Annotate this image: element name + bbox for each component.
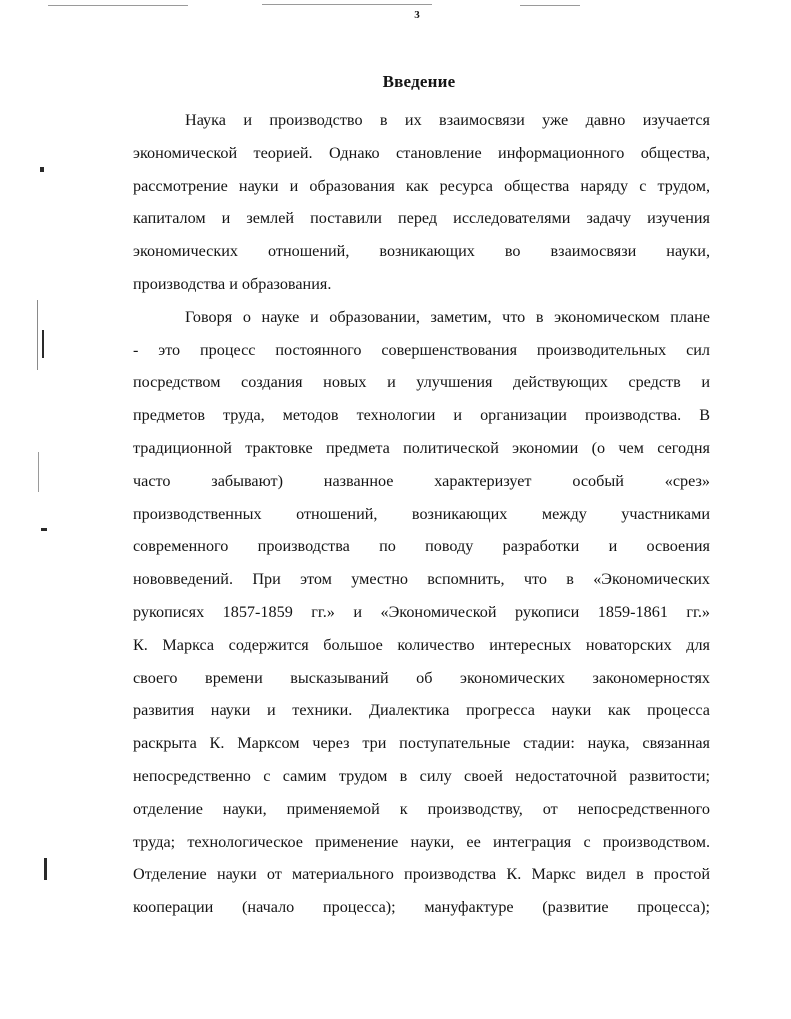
text-line: - это процесс постоянного совершенствования производительных сил — [133, 340, 710, 359]
text-line: предметов труда, методов технологии и организации производства. В — [133, 406, 710, 425]
text-line: отделение науки, применяемой к производству, от непосредственного — [133, 799, 710, 818]
page-number: 3 — [414, 9, 420, 21]
text-line: К. Маркса содержится большое количество интересных новаторских для — [133, 635, 710, 654]
text-line: традиционной трактовке предмета политической экономии (о чем сегодня — [133, 438, 710, 457]
text-line: труда; технологическое применение науки, ее интеграция с производством. — [133, 832, 710, 851]
text-line: производственных отношений, возникающих между участниками — [133, 504, 710, 523]
scan-rule — [520, 5, 580, 6]
scan-artifact — [40, 167, 44, 172]
text-line: раскрыта К. Марксом через три поступательные стадии: наука, связанная — [133, 734, 710, 753]
text-line: рукописях 1857-1859 гг.» и «Экономической рукописи 1859-1861 гг.» — [133, 602, 710, 621]
body-text — [133, 104, 710, 924]
text-line: производства и образования. — [133, 274, 332, 293]
text-line: экономических отношений, возникающих во взаимосвязи науки, — [133, 242, 710, 261]
scan-artifact — [42, 330, 44, 358]
text-line: своего времени высказываний об экономических закономерностях — [133, 668, 710, 687]
text-line: развития науки и техники. Диалектика прогресса науки как процесса — [133, 701, 710, 720]
text-line: капиталом и землей поставили перед исследователями задачу изучения — [133, 209, 710, 228]
scan-artifact — [44, 858, 47, 880]
scan-artifact — [37, 300, 38, 370]
text-line: часто забывают) названное характеризует особый «срез» — [133, 471, 710, 490]
scan-rule — [262, 4, 432, 5]
text-line: Говоря о науке и образовании, заметим, что в экономическом плане — [185, 307, 710, 326]
scan-rule — [48, 5, 188, 6]
text-line: нововведений. При этом уместно вспомнить, что в «Экономических — [133, 570, 710, 589]
text-line: современного производства по поводу разработки и освоения — [133, 537, 710, 556]
scan-artifact — [38, 452, 39, 492]
text-line: рассмотрение науки и образования как ресурса общества наряду с трудом, — [133, 176, 710, 195]
text-line: экономической теорией. Однако становление информационного общества, — [133, 143, 710, 162]
text-line: посредством создания новых и улучшения действующих средств и — [133, 373, 710, 392]
text-line: Наука и производство в их взаимосвязи уже давно изучается — [185, 111, 710, 129]
text-line: непосредственно с самим трудом в силу своей недостаточной развитости; — [133, 766, 710, 785]
text-line: Отделение науки от материального производства К. Маркс видел в простой — [133, 865, 710, 884]
section-title: Введение — [382, 72, 456, 91]
text-line: кооперации (начало процесса); мануфактуре (развитие процесса); — [133, 898, 710, 917]
scan-artifact — [41, 528, 47, 531]
